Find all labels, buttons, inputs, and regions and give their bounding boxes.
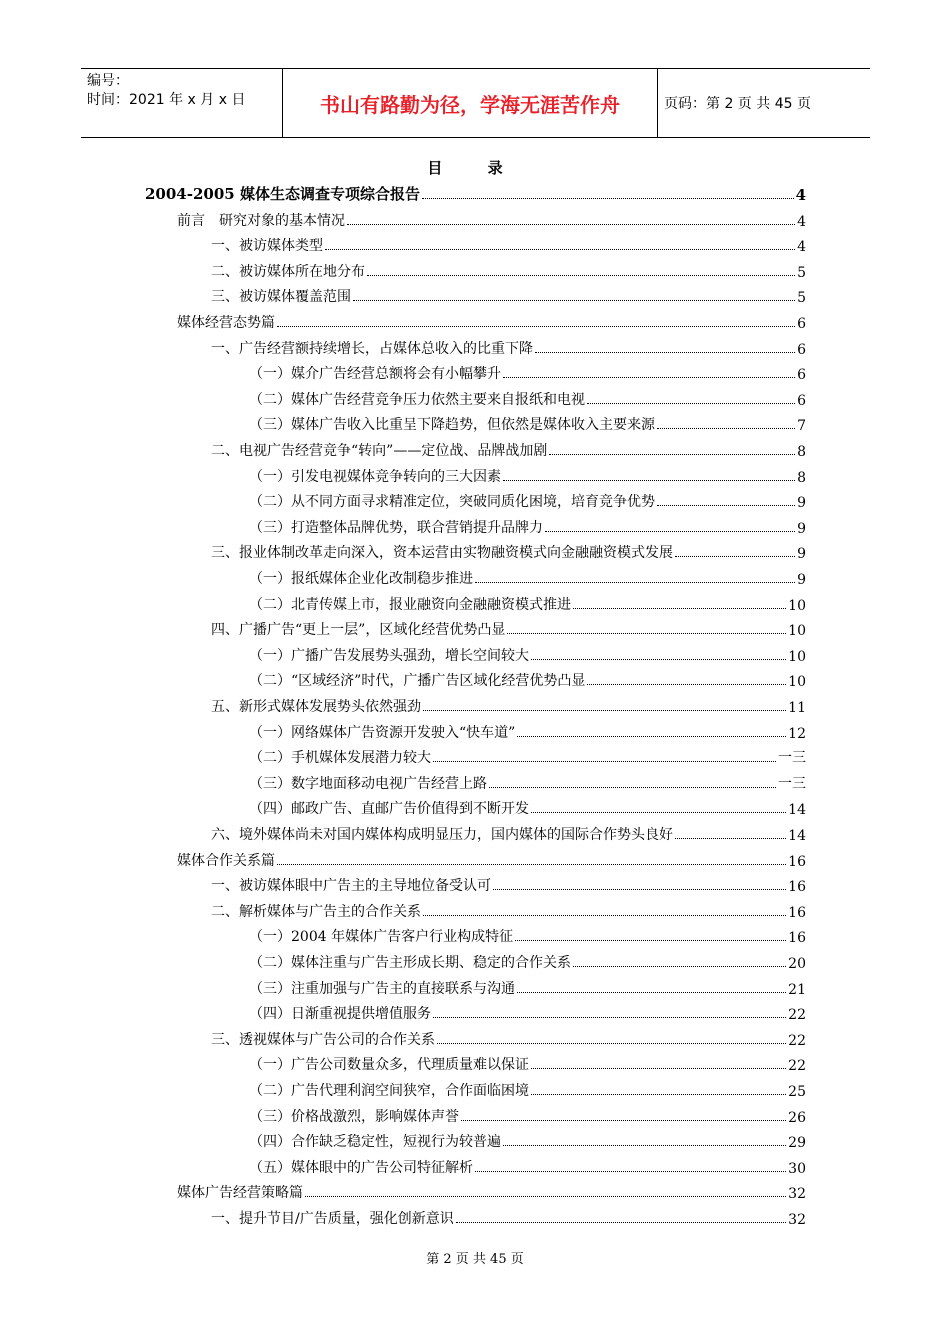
toc-entry-page: 6 [797, 392, 806, 409]
toc-entry-title: （二）北青传媒上市，报业融资向金融融资模式推进 [249, 596, 571, 613]
toc-entry[interactable] [249, 771, 806, 793]
toc-entry-page: 9 [797, 546, 806, 563]
toc-entry-title: 四、广播广告“更上一层”，区域化经营优势凸显 [211, 622, 506, 639]
toc-entry-page: 29 [788, 1135, 806, 1152]
toc-entry[interactable] [249, 361, 806, 383]
toc-entry-title: （二）“区域经济”时代，广播广告区域化经营优势凸显 [249, 673, 586, 690]
toc-leader-dots [489, 787, 776, 788]
toc-entry-title: （四）邮政广告、直邮广告价值得到不断开发 [249, 801, 529, 818]
toc-entry-title: 三、透视媒体与广告公司的合作关系 [211, 1031, 435, 1048]
toc-leader-dots [503, 480, 795, 481]
toc-entry[interactable] [249, 1129, 806, 1151]
toc-entry-title: （四）日渐重视提供增值服务 [249, 1006, 431, 1023]
toc-entry-title: 一、被访媒体类型 [211, 238, 323, 255]
toc-leader-dots [531, 1068, 786, 1069]
toc-leader-dots [456, 1222, 786, 1223]
header-meta [81, 69, 283, 137]
toc-entry-title: 六、境外媒体尚未对国内媒体构成明显压力，国内媒体的国际合作势头良好 [211, 827, 673, 843]
toc-leader-dots [587, 684, 786, 685]
toc-entry-page: 16 [788, 853, 806, 870]
toc-entry[interactable] [211, 259, 806, 281]
toc-entry-page: 26 [788, 1109, 806, 1126]
toc-title: 目 录 [427, 159, 523, 177]
toc-leader-dots [531, 1094, 786, 1095]
toc-leader-dots [517, 736, 786, 737]
toc-entry[interactable] [249, 592, 806, 614]
toc-entry-page: 16 [788, 930, 806, 947]
toc-entry-title: 二、解析媒体与广告主的合作关系 [211, 903, 421, 920]
toc-entry-title: （二）媒体注重与广告主形成长期、稳定的合作关系 [249, 955, 571, 971]
toc-leader-dots [657, 428, 795, 429]
toc-entry-page: 6 [797, 316, 806, 332]
toc-leader-dots [433, 1017, 786, 1018]
toc-entry-page: 14 [788, 802, 806, 819]
toc-entry-page: 一三 [778, 750, 806, 767]
toc-leader-dots [277, 326, 795, 327]
toc-leader-dots [573, 966, 786, 967]
toc-entry-title: 一、提升节目/广告质量，强化创新意识 [211, 1211, 454, 1227]
toc-entry-title: （一）引发电视媒体竞争转向的三大因素 [249, 468, 501, 485]
toc-entry-title: 三、报业体制改革走向深入，资本运营由实物融资模式向金融融资模式发展 [211, 545, 673, 562]
toc-entry[interactable] [249, 668, 806, 690]
toc-entry-title: （三）价格战激烈，影响媒体声誉 [249, 1108, 459, 1125]
toc-leader-dots [461, 1120, 786, 1121]
toc-leader-dots [675, 556, 795, 557]
toc-entry-page: 22 [788, 1007, 806, 1024]
toc-entry[interactable] [249, 489, 806, 511]
toc-entry[interactable] [249, 796, 806, 818]
toc-leader-dots [347, 224, 795, 225]
toc-entry-page: 16 [788, 879, 806, 896]
toc-entry-title: （三）打造整体品牌优势，联合营销提升品牌力 [249, 519, 543, 536]
toc-leader-dots [367, 275, 795, 276]
toc-leader-dots [503, 377, 795, 378]
toc-entry-page: 10 [788, 648, 806, 665]
toc-entry-page: 32 [788, 1212, 806, 1228]
toc-entry[interactable] [211, 1206, 806, 1228]
toc-entry-page: 20 [788, 956, 806, 972]
toc-entry-title: 一、被访媒体眼中广告主的主导地位备受认可 [211, 878, 491, 895]
toc-entry-page: 4 [797, 239, 806, 256]
toc-entry-page: 6 [797, 367, 806, 384]
toc-entry-title: 二、被访媒体所在地分布 [211, 263, 365, 280]
toc-entry[interactable] [177, 1180, 806, 1202]
toc-entry-page: 5 [797, 264, 806, 281]
toc-entry-title: 媒体经营态势篇 [177, 315, 275, 331]
toc-leader-dots [515, 940, 786, 941]
toc-entry-page: 32 [788, 1186, 806, 1203]
toc-entry[interactable] [249, 464, 806, 486]
toc-entry-page: 5 [797, 290, 806, 307]
toc-leader-dots [503, 1145, 786, 1146]
toc-entry-title: （二）从不同方面寻求精准定位，突破同质化困境，培育竞争优势 [249, 494, 655, 511]
toc-entry-page: 10 [788, 623, 806, 640]
toc-leader-dots [545, 531, 795, 532]
toc-entry-title: （一）网络媒体广告资源开发驶入“快车道” [249, 724, 516, 741]
toc-entry-title: （三）媒体广告收入比重呈下降趋势，但依然是媒体收入主要来源 [249, 417, 655, 434]
toc-entry-page: 12 [788, 725, 806, 742]
toc-entry-page: 30 [788, 1160, 806, 1177]
toc-entry-page: 25 [788, 1084, 806, 1100]
toc-leader-dots [531, 659, 786, 660]
toc-leader-dots [531, 812, 786, 813]
toc-entry[interactable] [211, 438, 806, 460]
toc-entry[interactable] [211, 336, 806, 358]
toc-leader-dots [549, 454, 795, 455]
toc-entry-page: 8 [797, 469, 806, 486]
toc-entry[interactable] [177, 208, 806, 230]
toc-leader-dots [423, 915, 786, 916]
toc-entry[interactable] [177, 848, 806, 870]
toc-entry-page: 7 [797, 418, 806, 435]
toc-entry-title: （一）2004 年媒体广告客户行业构成特征 [249, 929, 514, 946]
toc-entry[interactable] [249, 924, 806, 946]
toc-entry-page: 9 [797, 520, 806, 537]
toc-entry-page: 10 [788, 597, 806, 614]
toc-entry[interactable] [249, 1078, 806, 1100]
toc-leader-dots [437, 1043, 786, 1044]
toc-entry-title: （一）媒介广告经营总额将会有小幅攀升 [249, 366, 501, 383]
toc-leader-dots [325, 249, 795, 250]
document-number-label: 编号： [87, 73, 129, 89]
toc-entry[interactable] [249, 1155, 806, 1177]
toc-entry[interactable] [211, 899, 806, 921]
toc-entry-title: （二）手机媒体发展潜力较大 [249, 750, 431, 767]
toc-leader-dots [657, 505, 795, 506]
toc-entry-title: （五）媒体眼中的广告公司特征解析 [249, 1159, 473, 1176]
toc-entry-title: （三）注重加强与广告主的直接联系与沟通 [249, 980, 515, 997]
toc-entry-page: 16 [788, 904, 806, 921]
toc-entry-title: （三）数字地面移动电视广告经营上路 [249, 775, 487, 792]
toc-leader-dots [535, 352, 795, 353]
toc-leader-dots [675, 838, 786, 839]
toc-entry[interactable] [249, 1001, 806, 1023]
toc-entry[interactable] [249, 720, 806, 742]
toc-entry[interactable] [249, 950, 806, 972]
page-header [81, 68, 870, 138]
toc-leader-dots [517, 992, 786, 993]
toc-entry-title: 媒体合作关系篇 [177, 852, 275, 869]
toc-entry[interactable] [211, 284, 806, 306]
toc-leader-dots [422, 198, 794, 199]
toc-entry[interactable] [249, 515, 806, 537]
toc-leader-dots [353, 300, 795, 301]
toc-entry-page: 22 [788, 1058, 806, 1075]
toc-leader-dots [475, 582, 795, 583]
document-time-label: 时间：2021 年 x 月 x 日 [87, 92, 246, 108]
toc-entry-title: 三、被访媒体覆盖范围 [211, 289, 351, 306]
toc-entry-page: 8 [797, 444, 806, 460]
toc-entry-title: （四）合作缺乏稳定性，短视行为较普遍 [249, 1134, 501, 1151]
toc-entry[interactable] [249, 1104, 806, 1126]
toc-entry-title: 媒体广告经营策略篇 [177, 1185, 303, 1202]
toc-leader-dots [573, 608, 786, 609]
toc-entry[interactable] [211, 617, 806, 639]
toc-entry-title: 五、新形式媒体发展势头依然强劲 [211, 699, 421, 715]
toc-entry[interactable] [211, 540, 806, 562]
toc-entry-title: 一、广告经营额持续增长，占媒体总收入的比重下降 [211, 340, 533, 357]
toc-leader-dots [475, 1171, 786, 1172]
toc-entry-title: （二）媒体广告经营竞争压力依然主要来自报纸和电视 [249, 391, 585, 408]
toc-leader-dots [433, 761, 776, 762]
toc-entry[interactable] [249, 1052, 806, 1074]
toc-leader-dots [587, 403, 795, 404]
toc-entry-page: 一三 [778, 775, 806, 792]
toc-entry-title: （一）广告公司数量众多，代理质量难以保证 [249, 1057, 529, 1074]
toc-entry[interactable] [249, 643, 806, 665]
page-footer: 第 2 页 共 45 页 [426, 1252, 524, 1267]
toc-entry[interactable] [249, 566, 806, 588]
toc-entry[interactable] [211, 694, 806, 716]
toc-entry[interactable] [249, 387, 806, 409]
toc-entry-title: （一）广播广告发展势头强劲，增长空间较大 [249, 647, 529, 664]
toc-entry-page: 9 [797, 572, 806, 588]
toc-entry-page: 10 [788, 674, 806, 691]
toc-entry-title: （二）广告代理利润空间狭窄，合作面临困境 [249, 1083, 529, 1099]
toc-entry[interactable] [145, 182, 806, 204]
toc-entry-title: （一）报纸媒体企业化改制稳步推进 [249, 571, 473, 587]
toc-leader-dots [507, 633, 786, 634]
toc-entry-page: 14 [788, 828, 806, 844]
toc-entry-page: 11 [788, 700, 806, 716]
toc-leader-dots [277, 864, 786, 865]
toc-entry[interactable] [177, 310, 806, 332]
toc-entry-page: 4 [797, 213, 806, 230]
toc-entry-title: 二、电视广告经营竞争“转向”——定位战、品牌战加剧 [211, 443, 548, 459]
toc-entry-page: 4 [795, 186, 806, 204]
toc-entry-page: 6 [797, 341, 806, 358]
header-slogan: 书山有路勤为径，学海无涯苦作舟 [283, 69, 658, 137]
toc-entry[interactable] [249, 745, 806, 767]
toc-entry[interactable] [249, 412, 806, 434]
toc-entry-page: 21 [788, 981, 806, 998]
toc-entry-title: 2004-2005 媒体生态调查专项综合报告 [145, 185, 420, 203]
toc-leader-dots [423, 710, 786, 711]
toc-entry[interactable] [211, 873, 806, 895]
toc-entry[interactable] [211, 233, 806, 255]
toc-entry[interactable] [211, 822, 806, 844]
toc-entry-page: 22 [788, 1032, 806, 1049]
toc-entry-title: 前言 研究对象的基本情况 [177, 212, 345, 229]
header-page-number: 页码：第 2 页 共 45 页 [664, 96, 811, 112]
toc-entry-page: 9 [797, 495, 806, 512]
toc-entry[interactable] [211, 1027, 806, 1049]
toc-entry[interactable] [249, 976, 806, 998]
toc-leader-dots [493, 889, 786, 890]
toc-leader-dots [305, 1196, 786, 1197]
